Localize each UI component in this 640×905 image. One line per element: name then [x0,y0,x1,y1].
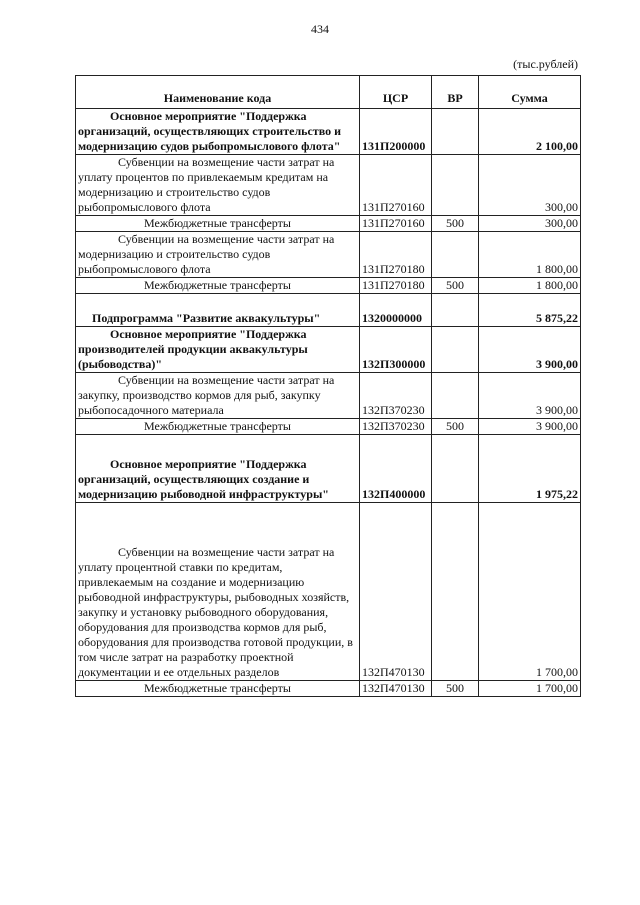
row-csr: 132П400000 [360,435,432,503]
header-name: Наименование кода [76,76,360,109]
table-row [76,109,581,155]
row-name: Межбюджетные трансферты [76,278,360,294]
row-csr: 1320000000 [360,294,432,327]
row-sum: 3 900,00 [479,373,581,419]
row-sum: 5 875,22 [479,294,581,327]
row-name: Подпрограмма "Развитие аквакультуры" [76,294,360,327]
row-name: Основное мероприятие "Поддержка производителей продукции аквакультуры (рыбоводства)" [76,327,360,373]
row-name: Субвенции на возмещение части затрат на модернизацию и строительство судов рыбопромыслового флота [76,232,360,278]
row-vr [432,327,479,373]
row-name: Субвенции на возмещение части затрат на уплату процентной ставки по кредитам, привлекаемым на создание и модернизацию рыбоводной инфраструктуры, рыбоводных хозяйств, закупку и установку рыбоводного оборудования, оборудования для производства кормов для рыб, оборудования для производства готовой продукции, в том числе затрат на разработку проектной документации и ее отдельных разделов [76,503,360,681]
row-csr: 131П270160 [360,155,432,216]
row-csr: 132П370230 [360,373,432,419]
row-sum: 1 800,00 [479,232,581,278]
row-name: Основное мероприятие "Поддержка организаций, осуществляющих строительство и модернизацию судов рыбопромыслового флота" [76,109,360,155]
table-row [76,155,581,216]
row-vr [432,294,479,327]
row-csr: 131П200000 [360,109,432,155]
table-row [76,373,581,419]
page-number: 434 [311,22,329,36]
table-row [76,503,581,681]
header-vr: ВР [432,76,479,109]
row-sum: 300,00 [479,155,581,216]
row-sum: 3 900,00 [479,327,581,373]
row-name: Субвенции на возмещение части затрат на закупку, производство кормов для рыб, закупку рыбопосадочного материала [76,373,360,419]
row-name: Межбюджетные трансферты [76,216,360,232]
row-csr: 131П270180 [360,232,432,278]
row-csr: 132П370230 [360,419,432,435]
units-label: (тыс.рублей) [513,57,578,71]
row-vr [432,435,479,503]
table-row [76,278,581,294]
row-name: Межбюджетные трансферты [76,419,360,435]
table-row [76,232,581,278]
row-vr: 500 [432,216,479,232]
row-vr [432,155,479,216]
row-vr [432,373,479,419]
row-name: Межбюджетные трансферты [76,681,360,697]
row-csr: 132П300000 [360,327,432,373]
budget-table [75,75,581,697]
header-csr: ЦСР [360,76,432,109]
row-csr: 132П470130 [360,681,432,697]
table-row [76,216,581,232]
table-row [76,681,581,697]
table-row [76,327,581,373]
row-sum: 1 975,22 [479,435,581,503]
row-vr: 500 [432,419,479,435]
table-row [76,435,581,503]
row-vr [432,503,479,681]
row-csr: 132П470130 [360,503,432,681]
row-vr: 500 [432,278,479,294]
row-sum: 300,00 [479,216,581,232]
row-sum: 1 700,00 [479,503,581,681]
row-name: Субвенции на возмещение части затрат на уплату процентов по привлекаемым кредитам на модернизацию и строительство судов рыбопромыслового флота [76,155,360,216]
row-sum: 1 800,00 [479,278,581,294]
header-sum: Сумма [479,76,581,109]
row-vr [432,109,479,155]
table-row [76,419,581,435]
row-vr [432,232,479,278]
row-sum: 2 100,00 [479,109,581,155]
row-vr: 500 [432,681,479,697]
row-name: Основное мероприятие "Поддержка организаций, осуществляющих создание и модернизацию рыбоводной инфраструктуры" [76,435,360,503]
row-sum: 3 900,00 [479,419,581,435]
table-header-row [76,76,581,109]
row-csr: 131П270160 [360,216,432,232]
row-csr: 131П270180 [360,278,432,294]
table-row [76,294,581,327]
row-sum: 1 700,00 [479,681,581,697]
